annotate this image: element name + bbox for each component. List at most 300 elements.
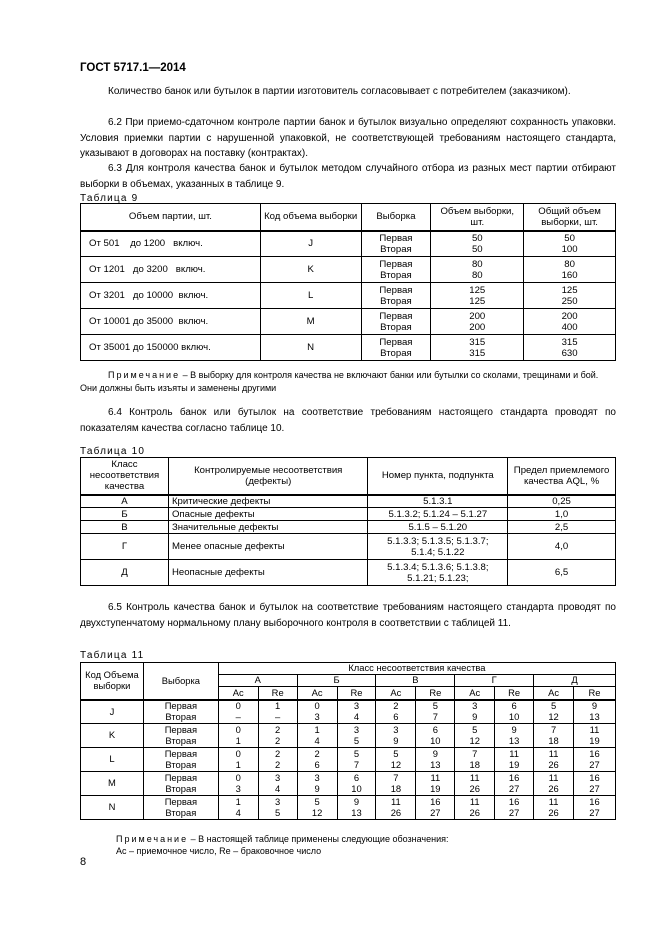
t11-value — [416, 724, 455, 748]
t11-sample — [143, 700, 218, 724]
t11-ac-header: Ac — [455, 687, 495, 700]
t10-defect: Неопасные дефекты — [168, 560, 368, 586]
t11-value-first: 11 — [509, 748, 520, 759]
t10-aql: 6,5 — [508, 560, 616, 586]
t11-value-first: 2 — [314, 748, 320, 759]
t11-sample-second: Вторая — [165, 758, 197, 770]
t10-defect: Значительные дефекты — [168, 521, 368, 534]
t9-header-total: Общий объем выборки, шт. — [524, 204, 616, 231]
table-row — [81, 724, 616, 748]
t9-note-text: – В выборку для контроля качества не включают банки или бутылки со сколами, трещинами и бой. Они должны быть изъяты и заменены другими — [80, 370, 599, 393]
t11-sample-first: Первая — [164, 748, 198, 759]
t9-header-code: Код объема выборки — [260, 204, 361, 231]
t11-re-header: Re — [416, 687, 455, 700]
t11-value-second: 27 — [589, 806, 600, 818]
t11-value — [495, 724, 534, 748]
t11-sample-second: Вторая — [165, 710, 197, 722]
t11-value — [337, 724, 376, 748]
t11-code: L — [81, 748, 144, 772]
t11-value-second: 1 — [235, 758, 241, 770]
t11-value-first: 9 — [353, 796, 360, 807]
t10-defect: Опасные дефекты — [168, 508, 368, 521]
t11-value-second: 26 — [469, 806, 480, 818]
t9-volume-second: 315 — [469, 347, 486, 359]
t11-value — [258, 700, 297, 724]
t11-value — [534, 772, 574, 796]
t11-value-second: 7 — [432, 710, 438, 722]
table-row — [81, 508, 616, 521]
t9-sample-second: Вторая — [380, 347, 412, 359]
t9-sample-second: Вторая — [380, 321, 412, 333]
t9-total-first: 125 — [561, 284, 578, 296]
t11-code: K — [81, 724, 144, 748]
t11-value — [218, 748, 258, 772]
t9-volume-second: 50 — [471, 243, 483, 255]
t9-volume — [431, 335, 524, 361]
t11-value-first: 0 — [235, 700, 241, 712]
t11-header-sample: Выборка — [143, 663, 218, 700]
t11-value-second: 26 — [548, 758, 559, 770]
t11-value — [416, 700, 455, 724]
t9-sample-first: Первая — [379, 336, 413, 348]
t11-value-second: 4 — [235, 806, 241, 818]
t11-value — [574, 700, 616, 724]
t9-total — [524, 335, 616, 361]
t11-sample-second: Вторая — [165, 734, 197, 746]
t9-total-second: 630 — [561, 347, 578, 359]
t11-value-second: 6 — [314, 758, 320, 770]
t11-value-second: 27 — [508, 782, 520, 794]
t11-class-4: Д — [534, 675, 616, 687]
t9-code: N — [260, 335, 361, 361]
t11-value — [455, 772, 495, 796]
t11-value — [495, 772, 534, 796]
t11-value-first: 16 — [589, 796, 600, 807]
t10-header-defects: Контролируемые несоответствия (дефекты) — [168, 458, 368, 495]
t11-sample-first: Первая — [164, 796, 198, 807]
t11-re-header: Re — [337, 687, 376, 700]
t11-re-header: Re — [495, 687, 534, 700]
t10-clause: 5.1.3.4; 5.1.3.6; 5.1.3.8; 5.1.21; 5.1.23; — [368, 560, 508, 586]
t9-sample-first: Первая — [379, 310, 413, 322]
t11-value — [376, 772, 416, 796]
t11-note-text: – В настоящей таблице применены следующие обозначения: — [188, 834, 449, 844]
paragraph-6-4: 6.4 Контроль банок или бутылок на соответствие требованиям настоящего стандарта проводят по показателям качества согласно таблице 10. — [80, 407, 616, 434]
t11-value — [337, 748, 376, 772]
t11-value-first: 3 — [353, 724, 360, 735]
t10-clause: 5.1.5 – 5.1.20 — [368, 521, 508, 534]
t11-value — [297, 700, 337, 724]
t11-value-second: 12 — [548, 710, 559, 722]
t9-lot: От 35001 до 150000 включ. — [81, 335, 261, 361]
t11-value — [455, 796, 495, 820]
t11-value-second: 13 — [589, 710, 600, 722]
t11-value-second: – — [275, 710, 281, 722]
t10-class: Б — [81, 508, 169, 521]
table-10 — [80, 457, 616, 586]
t11-value-first: 2 — [275, 748, 281, 759]
t11-value-first: 3 — [314, 772, 320, 783]
table-row — [81, 231, 616, 257]
t11-sample-first: Первая — [164, 700, 198, 712]
t11-value-first: 5 — [353, 748, 360, 759]
table-row — [81, 257, 616, 283]
t11-value-second: 18 — [469, 758, 480, 770]
t11-value-second: 6 — [393, 710, 399, 722]
t11-value-first: 5 — [550, 700, 557, 712]
t11-value-second: 27 — [589, 758, 600, 770]
t11-value-first: 11 — [548, 748, 559, 759]
t11-value-second: 19 — [508, 758, 520, 770]
t11-value-second: 19 — [430, 782, 441, 794]
t11-value — [455, 700, 495, 724]
t11-value-second: 10 — [508, 710, 520, 722]
table-10-caption: Таблица 10 — [80, 446, 146, 457]
t11-value-first: 5 — [472, 724, 478, 735]
t11-header-class: Класс несоответствия качества — [218, 663, 615, 675]
t11-value-second: 5 — [275, 806, 281, 818]
t9-total — [524, 257, 616, 283]
table-row — [81, 283, 616, 309]
t11-class-0: А — [218, 675, 297, 687]
t11-value — [258, 796, 297, 820]
table-9-caption: Таблица 9 — [80, 193, 139, 204]
t11-value-second: 10 — [351, 782, 362, 794]
t10-header-class: Класс несоответствия качества — [81, 458, 169, 495]
t10-defect: Менее опасные дефекты — [168, 534, 368, 560]
t9-sample-second: Вторая — [380, 243, 412, 255]
t9-note-label: Примечание — [108, 370, 181, 380]
t11-value-first: 6 — [432, 724, 438, 735]
t11-sample — [143, 724, 218, 748]
t9-header-lot: Объем партии, шт. — [81, 204, 261, 231]
t11-value — [495, 700, 534, 724]
t11-value-first: 2 — [275, 724, 281, 735]
t11-value-first: 7 — [550, 724, 557, 735]
t11-value — [534, 724, 574, 748]
t11-value-first: 3 — [275, 772, 281, 783]
t11-ac-header: Ac — [297, 687, 337, 700]
t11-sample — [143, 748, 218, 772]
t11-value-first: 6 — [511, 700, 517, 712]
t11-value-second: 12 — [311, 806, 323, 818]
t9-volume-second: 200 — [469, 321, 486, 333]
t11-value-first: 11 — [548, 772, 559, 783]
t11-value-second: 27 — [430, 806, 441, 818]
t11-ac-header: Ac — [376, 687, 416, 700]
t9-lot: От 3201 до 10000 включ. — [81, 283, 261, 309]
t11-value-first: 11 — [391, 796, 401, 807]
t11-value-second: – — [235, 710, 241, 722]
t9-sample — [361, 335, 431, 361]
t9-total — [524, 283, 616, 309]
t9-total-first: 315 — [561, 336, 578, 348]
t11-value — [455, 724, 495, 748]
t11-ac-header: Ac — [534, 687, 574, 700]
table-11-note — [80, 833, 616, 857]
t11-value — [574, 748, 616, 772]
t11-note-line2: Ac – приемочное число, Re – браковочное число — [116, 846, 322, 856]
t11-code: J — [81, 700, 144, 724]
t9-code: M — [260, 309, 361, 335]
t11-value-first: 11 — [469, 772, 480, 783]
t11-value-second: 19 — [589, 734, 600, 746]
t11-value-second: 12 — [469, 734, 480, 746]
t11-value-first: 11 — [589, 724, 600, 735]
t11-value — [376, 724, 416, 748]
t11-value — [337, 796, 376, 820]
t11-value-first: 0 — [235, 724, 241, 735]
t11-value-second: 3 — [235, 782, 241, 794]
paragraph-lot-agreement: Количество банок или бутылок в партии изготовитель согласовывает с потребителем (заказчиком). — [108, 86, 571, 97]
t11-value-second: 27 — [508, 806, 520, 818]
t9-code: K — [260, 257, 361, 283]
t11-value — [534, 796, 574, 820]
t11-value — [455, 748, 495, 772]
t11-value-first: 5 — [432, 700, 438, 712]
table-9-note — [80, 369, 616, 394]
t11-re-header: Re — [574, 687, 616, 700]
t11-value-first: 5 — [393, 748, 399, 759]
t11-value-first: 16 — [508, 772, 520, 783]
table-row — [81, 495, 616, 508]
t11-value-second: 13 — [351, 806, 362, 818]
table-9 — [80, 203, 616, 361]
table-row — [81, 534, 616, 560]
t11-value-second: 5 — [353, 734, 360, 746]
t9-total — [524, 309, 616, 335]
t10-defect: Критические дефекты — [168, 495, 368, 508]
t10-aql: 0,25 — [508, 495, 616, 508]
t9-sample-first: Первая — [379, 232, 413, 244]
t11-value — [337, 700, 376, 724]
t11-value-second: 26 — [469, 782, 480, 794]
table-11-caption: Таблица 11 — [80, 650, 145, 661]
t9-total-first: 80 — [564, 258, 575, 270]
t11-value-first: 0 — [235, 772, 241, 783]
table-row — [81, 772, 616, 796]
t9-volume-first: 50 — [471, 232, 483, 244]
t11-value-second: 26 — [548, 806, 559, 818]
t11-value-first: 11 — [430, 772, 441, 783]
t11-value-second: 13 — [430, 758, 441, 770]
t11-ac-header: Ac — [218, 687, 258, 700]
t9-volume-first: 315 — [469, 336, 486, 348]
t9-volume-second: 125 — [469, 295, 486, 307]
t11-value — [297, 724, 337, 748]
t9-total-first: 200 — [561, 310, 578, 322]
t11-value-second: 26 — [390, 806, 402, 818]
t11-value-first: 3 — [275, 796, 281, 807]
t11-value — [297, 748, 337, 772]
t11-value-first: 9 — [432, 748, 438, 759]
t11-value-second: 4 — [314, 734, 320, 746]
t9-sample — [361, 309, 431, 335]
t9-sample-first: Первая — [379, 284, 413, 296]
t11-code: N — [81, 796, 144, 820]
t11-class-1: Б — [297, 675, 376, 687]
t9-total-first: 50 — [564, 232, 575, 244]
t11-value-second: 27 — [589, 782, 600, 794]
t9-sample-second: Вторая — [380, 269, 412, 281]
t9-lot: От 1201 до 3200 включ. — [81, 257, 261, 283]
t11-value-second: 2 — [275, 734, 281, 746]
t11-value-first: 11 — [548, 796, 559, 807]
t10-class: В — [81, 521, 169, 534]
t11-value — [376, 796, 416, 820]
t11-value-second: 13 — [508, 734, 520, 746]
t11-class-3: Г — [455, 675, 534, 687]
table-row — [81, 560, 616, 586]
t9-lot: От 501 до 1200 включ. — [81, 231, 261, 257]
t10-clause: 5.1.3.3; 5.1.3.5; 5.1.3.7; 5.1.4; 5.1.22 — [368, 534, 508, 560]
t11-value — [376, 748, 416, 772]
t11-value-second: 9 — [393, 734, 399, 746]
t9-total-second: 100 — [561, 243, 578, 255]
t11-code: M — [81, 772, 144, 796]
table-row — [81, 748, 616, 772]
t11-value — [297, 796, 337, 820]
t11-value-first: 9 — [591, 700, 598, 712]
t10-class: Д — [81, 560, 169, 586]
t9-sample-second: Вторая — [380, 295, 412, 307]
t11-re-header: Re — [258, 687, 297, 700]
t11-value-first: 7 — [472, 748, 478, 759]
t11-value-second: 18 — [548, 734, 559, 746]
t9-lot: От 10001 до 35000 включ. — [81, 309, 261, 335]
t11-value-first: 3 — [472, 700, 478, 712]
t11-value — [218, 700, 258, 724]
t9-volume-first: 125 — [469, 284, 486, 296]
t11-value-second: 4 — [353, 710, 360, 722]
t11-value — [218, 796, 258, 820]
t11-value — [495, 796, 534, 820]
t9-code: J — [260, 231, 361, 257]
t11-value — [534, 700, 574, 724]
document-header: ГОСТ 5717.1—2014 — [80, 62, 186, 74]
t11-value — [574, 772, 616, 796]
t11-sample — [143, 772, 218, 796]
t9-volume-first: 80 — [471, 258, 483, 270]
t11-value — [416, 748, 455, 772]
t9-total-second: 160 — [561, 269, 578, 281]
t11-sample-first: Первая — [164, 724, 198, 735]
t10-aql: 2,5 — [508, 521, 616, 534]
table-row — [81, 335, 616, 361]
t9-volume — [431, 257, 524, 283]
t11-value-second: 4 — [275, 782, 281, 794]
t11-value — [416, 796, 455, 820]
table-row — [81, 796, 616, 820]
t11-value-first: 16 — [430, 796, 441, 807]
t9-sample — [361, 257, 431, 283]
t9-total-second: 250 — [561, 295, 578, 307]
t11-sample-second: Вторая — [165, 806, 197, 818]
t11-value-second: 9 — [472, 710, 478, 722]
t10-header-aql: Предел приемлемого качества AQL, % — [508, 458, 616, 495]
t9-volume-first: 200 — [469, 310, 486, 322]
t10-class: А — [81, 495, 169, 508]
t10-clause: 5.1.3.2; 5.1.24 – 5.1.27 — [368, 508, 508, 521]
t11-value — [574, 796, 616, 820]
table-row — [81, 521, 616, 534]
t11-value-first: 16 — [508, 796, 520, 807]
t11-value — [337, 772, 376, 796]
t11-value-first: 1 — [314, 724, 320, 735]
t10-class: Г — [81, 534, 169, 560]
t11-value-first: 1 — [275, 700, 281, 712]
t11-value-first: 2 — [393, 700, 399, 712]
t11-value — [258, 748, 297, 772]
t11-value-first: 3 — [353, 700, 360, 712]
t10-header-clause: Номер пункта, подпункта — [368, 458, 508, 495]
t11-header-code: Код Объема выборки — [81, 663, 144, 700]
t9-volume — [431, 283, 524, 309]
t9-header-sample: Выборка — [361, 204, 431, 231]
t11-value-second: 26 — [548, 782, 559, 794]
t9-sample — [361, 283, 431, 309]
t11-value-first: 16 — [589, 748, 600, 759]
paragraph-6-3: 6.3 Для контроля качества банок и бутылок методом случайного отбора из разных мест партии отбирают выборки в объемах, указанных в таблице 9. — [80, 163, 616, 190]
t11-value-first: 9 — [511, 724, 517, 735]
t11-value — [218, 772, 258, 796]
t11-value — [258, 772, 297, 796]
t9-volume — [431, 231, 524, 257]
t11-value — [297, 772, 337, 796]
t11-value-first: 11 — [469, 796, 480, 807]
t11-value-second: 7 — [353, 758, 360, 770]
t10-clause: 5.1.3.1 — [368, 495, 508, 508]
t11-value-first: 6 — [353, 772, 360, 783]
t11-value — [574, 724, 616, 748]
t11-sample-first: Первая — [164, 772, 198, 783]
t9-header-volume: Объем выборки, шт. — [431, 204, 524, 231]
t11-value-second: 2 — [275, 758, 281, 770]
t9-volume-second: 80 — [471, 269, 483, 281]
t11-value — [416, 772, 455, 796]
t11-sample — [143, 796, 218, 820]
t9-code: L — [260, 283, 361, 309]
t11-value-first: 5 — [314, 796, 320, 807]
table-row — [81, 700, 616, 724]
t9-volume — [431, 309, 524, 335]
t11-value-first: 0 — [314, 700, 320, 712]
t11-value-second: 3 — [314, 710, 320, 722]
t11-value — [534, 748, 574, 772]
t11-value-second: 12 — [390, 758, 402, 770]
t9-total-second: 400 — [561, 321, 578, 333]
page-number: 8 — [80, 856, 87, 868]
t11-value-first: 3 — [393, 724, 399, 735]
t11-value-first: 7 — [393, 772, 399, 783]
t11-value-first: 16 — [589, 772, 600, 783]
t11-value-second: 18 — [390, 782, 402, 794]
t11-class-2: В — [376, 675, 455, 687]
t11-value — [376, 700, 416, 724]
t9-sample-first: Первая — [379, 258, 413, 270]
t11-sample-second: Вторая — [165, 782, 197, 794]
table-11 — [80, 662, 616, 820]
paragraph-6-2: 6.2 При приемо-сдаточном контроле партии банок и бутылок визуально определяют сохранность упаковки. Условия приемки партии с нарушенной упаковкой, не соответствующей требованиям настоящего стандарта, указывают в договорах на поставку (контрактах). — [80, 117, 616, 159]
t11-note-label: Примечание — [116, 834, 189, 844]
t11-value — [495, 748, 534, 772]
t11-value — [258, 724, 297, 748]
t11-value — [218, 724, 258, 748]
paragraph-6-5: 6.5 Контроль качества банок и бутылок на соответствие требованиям настоящего стандарта проводят по двухступенчатому нормальному плану выборочного контроля в соответствии с таблицей 11. — [80, 602, 616, 629]
t9-total — [524, 231, 616, 257]
t11-value-second: 1 — [235, 734, 241, 746]
table-row — [81, 309, 616, 335]
